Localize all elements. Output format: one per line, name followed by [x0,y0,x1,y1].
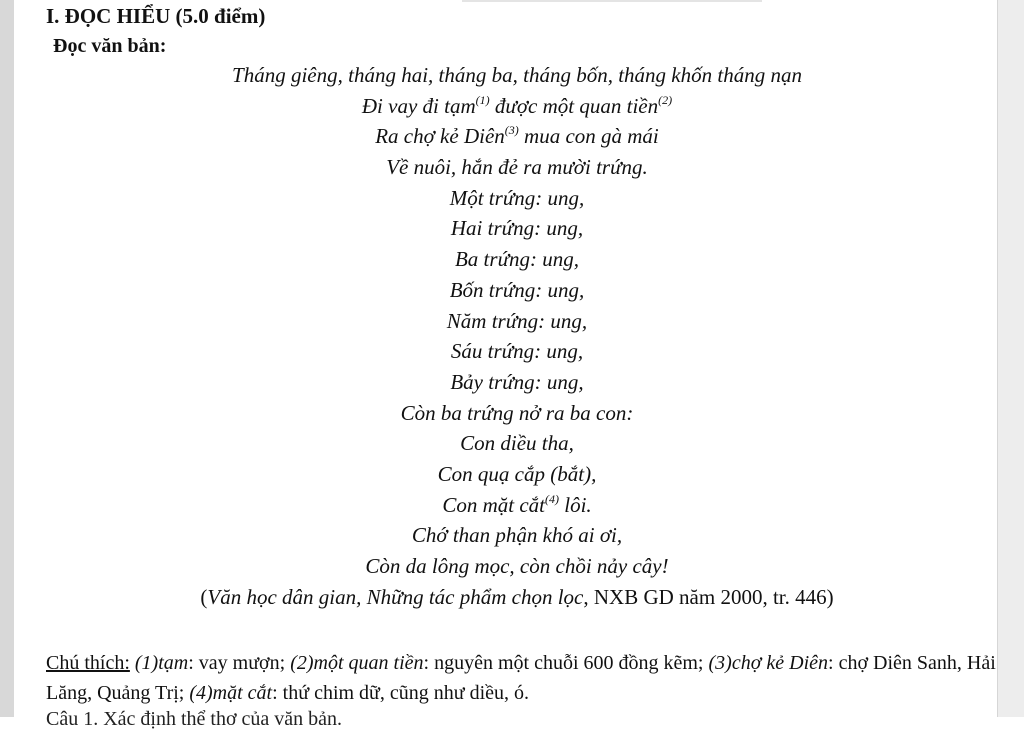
footnote-ref-1: (1) [475,92,490,107]
poem-line-12: Còn ba trứng nở ra ba con: [400,400,634,425]
notes-label: Chú thích: [46,652,130,674]
footnotes [46,648,1006,708]
poem-line-7: Ba trứng: ung, [454,247,580,272]
footnote-ref-4: (4) [545,491,559,506]
poem-line-2: Đi vay đi tạm$^{(1)}$ được một quan tiền$^{(2)}$ [361,92,673,118]
poem-line-14: Con quạ cắp (bắt), [437,461,597,486]
poem-line-4: Về nuôi, hắn đẻ ra mười trứng. [386,155,648,180]
poem-line-16: Chớ than phận khó ai ơi, [411,523,623,548]
poem [0,60,1034,612]
note-4-term: mặt cắt [212,682,273,704]
poem-line-9: Năm trứng: ung, [446,308,588,333]
poem-line-13: Con diều tha, [460,431,574,456]
note-3-number: (3) [708,652,732,674]
poem-line-17: Còn da lông mọc, còn chồi nảy cây! [365,554,669,578]
note-1-number: (1) [134,652,159,674]
note-1-term: tạm [158,652,189,674]
footnote-ref-3: (3) [504,123,519,138]
poem-line-10: Sáu trứng: ung, [450,339,584,364]
note-4-definition: : thứ chim dữ, cũng như diều, ó. [272,682,530,704]
note-1-definition: : vay mượn; [188,652,291,674]
note-4-number: (4) [189,682,213,704]
footnote-ref-2: (2) [658,92,673,107]
poem-line-8: Bốn trứng: ung, [449,277,585,302]
note-3-definition: : chợ Diên Sanh, Hải Lăng, Quảng Trị; [46,652,996,704]
poem-line-6: Hai trứng: ung, [450,216,584,241]
top-rule [462,0,762,2]
note-3-term: chợ kẻ Diên [731,652,829,674]
poem-line-1: Tháng giêng, tháng hai, tháng ba, tháng bốn, tháng khốn tháng nạn [232,63,802,87]
poem-line-11: Bảy trứng: ung, [450,369,584,394]
note-2-term: một quan tiền [313,652,424,674]
source-citation: (Văn học dân gian, Những tác phẩm chọn lọc, NXB GD năm 2000, tr. 446) [200,584,834,609]
poem-line-5: Một trứng: ung, [449,185,585,210]
poem-line-15: Con mặt cắt$^{(4)}$ lôi. [442,491,592,517]
read-instruction: Đọc văn bản: [53,35,167,57]
note-2-number: (2) [290,652,314,674]
note-2-definition: : nguyên một chuỗi 600 đồng kẽm; [423,652,709,674]
section-heading: I. ĐỌC HIỂU (5.0 điểm) [46,4,266,28]
poem-line-3: Ra chợ kẻ Diên$^{(3)}$ mua con gà mái [375,123,659,149]
cutoff-question-line: Câu 1. Xác định thể thơ của văn bản. [46,708,343,730]
